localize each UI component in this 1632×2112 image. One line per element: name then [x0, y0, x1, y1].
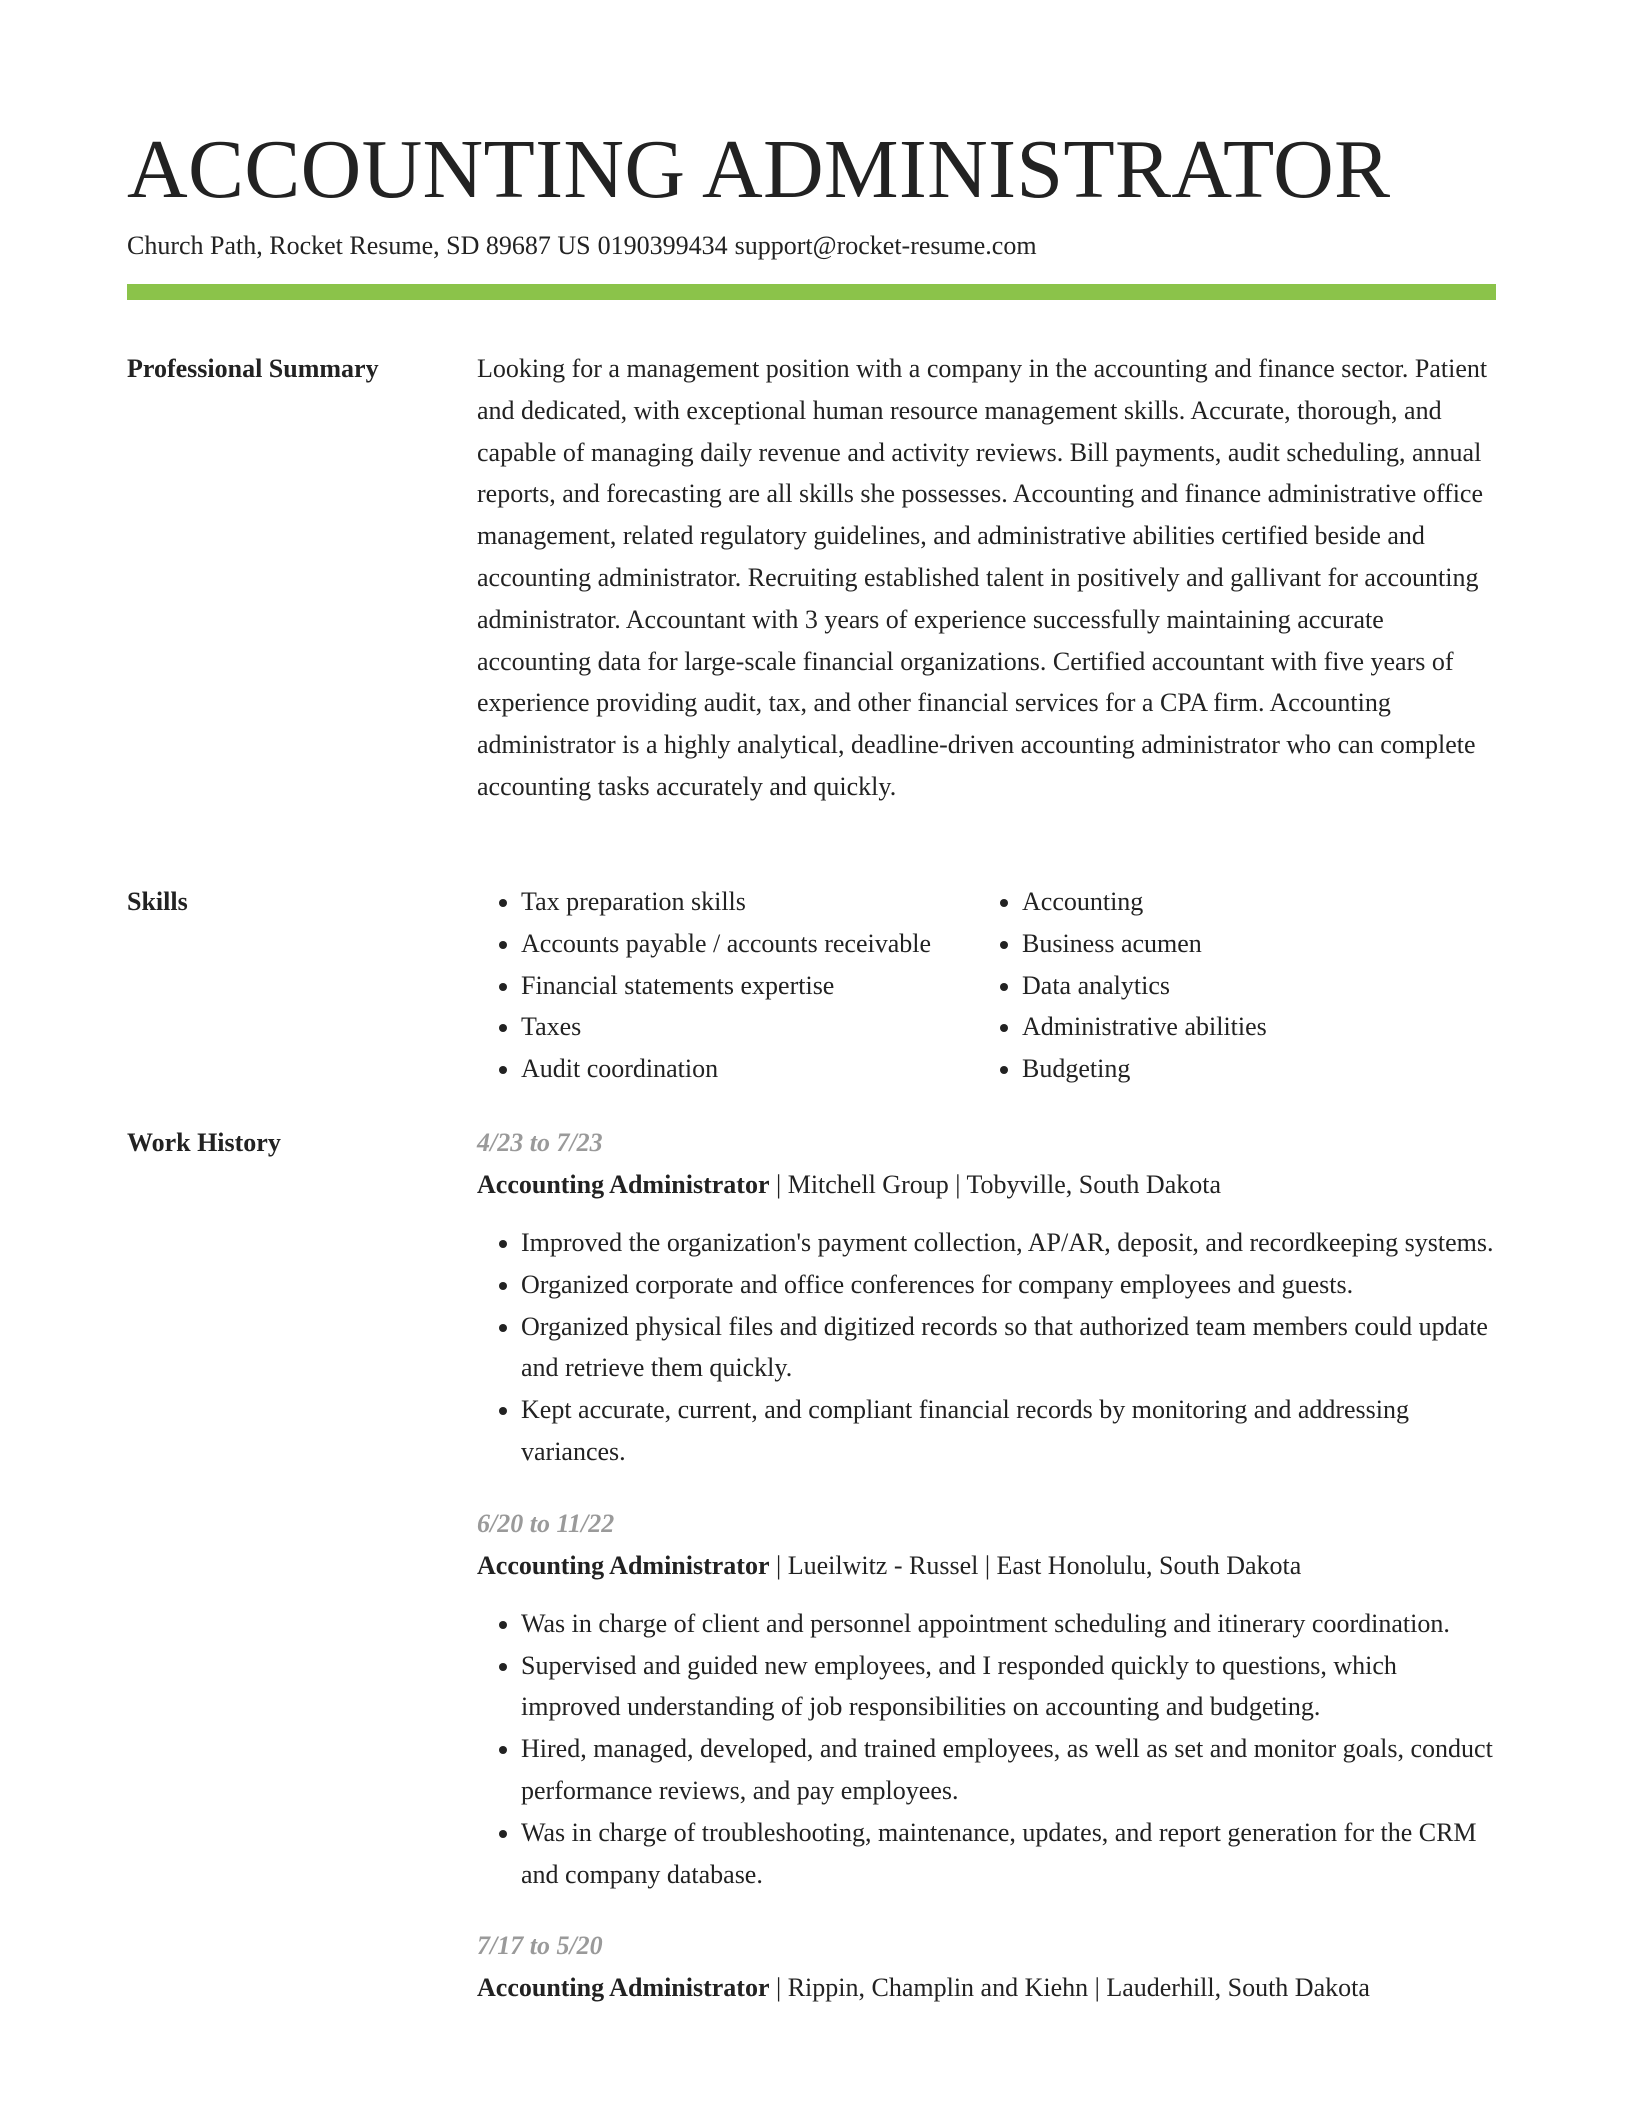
job-entry [477, 1122, 1496, 1473]
job-heading [477, 1164, 1496, 1206]
skills-title: Skills [127, 887, 188, 916]
job-bullet: • Was in charge of client and personnel appointment scheduling and itinerary coordination. [521, 1603, 1496, 1645]
job-bullet: • Improved the organization's payment collection, AP/AR, deposit, and recordkeeping systems. [521, 1222, 1496, 1264]
job-bullet: • Kept accurate, current, and compliant financial records by monitoring and addressing variances. [521, 1389, 1496, 1473]
skills-list-right [978, 881, 1267, 1090]
summary-body [477, 348, 1496, 808]
contact-address: Church Path, Rocket Resume, SD 89687 US [127, 231, 591, 260]
skill-item: • Business acumen [1022, 923, 1267, 965]
summary-text: Looking for a management position with a company in the accounting and finance sector. Patient and dedicated, with exceptional human resource management skills. Accurate, thorough, and capable of managing daily revenue and activity reviews. Bill payments, audit scheduling, annual reports, and forecasting are all skills she possesses. Accounting and finance administrative office management, related regulatory guidelines, and administrative abilities certified beside and accounting administrator. Recruiting established talent in positively and gallivant for accounting administrator. Accountant with 3 years of experience successfully maintaining accurate accounting data for large-scale financial organizations. Certified accountant with five years of experience providing audit, tax, and other financial services for a CPA firm. Accounting administrator is a highly analytical, deadline-driven accounting administrator who can complete accounting tasks accurately and quickly. [477, 354, 1488, 801]
job-entry [477, 1925, 1496, 2009]
job-entry [477, 1503, 1496, 1896]
skill-item: • Accounts payable / accounts receivable [521, 923, 978, 965]
contact-line [127, 228, 1044, 264]
job-employer-location: | Lueilwitz - Russel | East Honolulu, South Dakota [769, 1550, 1302, 1580]
skill-item: • Audit coordination [521, 1048, 978, 1090]
skill-item: • Tax preparation skills [521, 881, 978, 923]
job-title: Accounting Administrator [477, 1973, 770, 2003]
contact-phone: 0190399434 [597, 231, 728, 260]
summary-title: Professional Summary [127, 354, 379, 383]
job-heading [477, 1967, 1496, 2009]
job-bullet: • Supervised and guided new employees, and I responded quickly to questions, which improved understanding of job responsibilities on accounting and budgeting. [521, 1645, 1496, 1729]
job-dates: 6/20 to 11/22 [477, 1508, 615, 1538]
skill-item: • Taxes [521, 1006, 978, 1048]
skills-columns [477, 881, 1496, 1090]
contact-email: support@rocket-resume.com [734, 231, 1037, 260]
job-dates: 4/23 to 7/23 [477, 1128, 603, 1157]
job-bullets [477, 1222, 1496, 1473]
skills-list-left [477, 881, 978, 1090]
job-bullet: • Organized corporate and office conferences for company employees and guests. [521, 1264, 1496, 1306]
skill-item: • Administrative abilities [1022, 1006, 1267, 1048]
job-bullets [477, 1603, 1496, 1896]
job-employer-location: | Rippin, Champlin and Kiehn | Lauderhill, South Dakota [769, 1973, 1370, 2003]
skills-body [477, 881, 1496, 1090]
job-dates: 7/17 to 5/20 [477, 1931, 603, 1961]
job-employer-location: | Mitchell Group | Tobyville, South Dakota [769, 1170, 1222, 1199]
job-heading [477, 1545, 1496, 1587]
work-title: Work History [127, 1128, 281, 1157]
job-title: Accounting Administrator [477, 1170, 770, 1199]
work-body [477, 1122, 1496, 2039]
job-bullet: • Was in charge of troubleshooting, maintenance, updates, and report generation for the CRM and company database. [521, 1812, 1496, 1896]
resume-name: ACCOUNTING ADMINISTRATOR [127, 123, 1391, 216]
skill-item: • Data analytics [1022, 965, 1267, 1007]
header-divider [127, 284, 1496, 300]
job-bullet: • Hired, managed, developed, and trained employees, as well as set and monitor goals, conduct performance reviews, and pay employees. [521, 1728, 1496, 1812]
job-bullet: • Organized physical files and digitized records so that authorized team members could update and retrieve them quickly. [521, 1306, 1496, 1390]
job-title: Accounting Administrator [477, 1550, 770, 1580]
skill-item: • Financial statements expertise [521, 965, 978, 1007]
skill-item: • Accounting [1022, 881, 1267, 923]
skill-item: • Budgeting [1022, 1048, 1267, 1090]
